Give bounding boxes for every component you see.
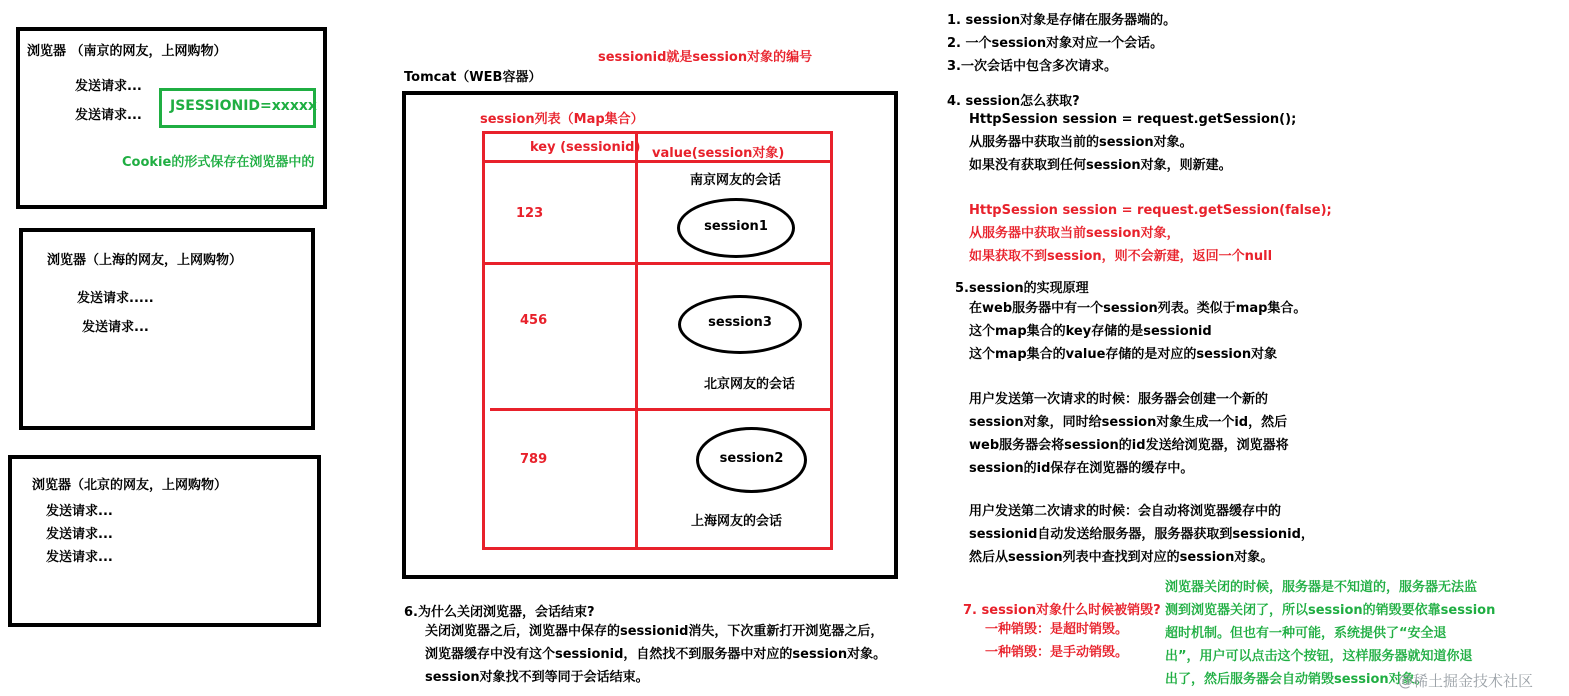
session-caption: 南京网友的会话 <box>690 173 782 188</box>
browser-title: 浏览器 （南京的网友，上网购物） <box>27 44 227 59</box>
q5-block-b <box>969 388 1289 480</box>
request-line: 发送请求... <box>82 320 149 335</box>
browser-title: 浏览器（北京的网友，上网购物） <box>32 478 228 493</box>
watermark: @稀土掘金技术社区 <box>1398 672 1534 690</box>
table-border-top <box>482 131 833 134</box>
table-row-divider <box>482 262 833 265</box>
note-line: sessionid自动发送给服务器，服务器获取到sessionid， <box>969 527 1314 542</box>
q5-block-a <box>969 297 1306 366</box>
q6-line: 浏览器缓存中没有这个sessionid，自然找不到服务器中对应的session对象。 <box>425 647 887 662</box>
note-line: 用户发送第二次请求的时候：会自动将浏览器缓存中的 <box>969 504 1282 519</box>
note-line: HttpSession session = request.getSession(false); <box>969 203 1332 218</box>
notes-intro <box>947 9 1176 78</box>
cookie-caption: Cookie的形式保存在浏览器中的 <box>122 155 315 170</box>
session-key: 123 <box>516 206 544 221</box>
session-caption: 北京网友的会话 <box>704 377 796 392</box>
session-label: session3 <box>708 315 772 330</box>
note-line: 出”，用户可以点击这个按钮，这样服务器就知道你退 <box>1165 649 1473 664</box>
q6-line: session对象找不到等同于会话结束。 <box>425 670 649 685</box>
q6-answer <box>425 620 886 689</box>
note-line: 从服务器中获取当前session对象， <box>969 226 1180 241</box>
note-line: HttpSession session = request.getSession(); <box>969 112 1297 127</box>
note-line: 浏览器关闭的时候，服务器是不知道的，服务器无法监 <box>1165 580 1478 595</box>
q4-black-block <box>969 108 1296 177</box>
session-key: 456 <box>520 313 548 328</box>
note-line: 用户发送第一次请求的时候：服务器会创建一个新的 <box>969 392 1269 407</box>
note-line: 在web服务器中有一个session列表。类似于map集合。 <box>969 301 1307 316</box>
note-line: session的id保存在浏览器的缓存中。 <box>969 461 1194 476</box>
session-key: 789 <box>520 452 548 467</box>
header-key: key (sessionid) <box>530 140 641 155</box>
note-line: 超时机制。但也有一种可能，系统提供了“安全退 <box>1165 626 1447 641</box>
request-line: 发送请求... <box>75 108 142 123</box>
table-column-divider <box>635 131 638 550</box>
tomcat-container <box>402 91 898 579</box>
q5-title: 5.session的实现原理 <box>955 281 1089 296</box>
browser-title: 浏览器（上海的网友，上网购物） <box>47 253 243 268</box>
session-label: session1 <box>704 219 768 234</box>
q7-title: 7. session对象什么时候被销毁? <box>963 603 1161 618</box>
note-line: 从服务器中获取当前的session对象。 <box>969 135 1193 150</box>
table-border-bottom <box>482 547 833 550</box>
table-border-left <box>482 131 485 550</box>
request-line: 发送请求... <box>46 550 113 565</box>
jsessionid-label: JSESSIONID=xxxxx <box>170 98 317 114</box>
request-line: 发送请求..... <box>77 291 154 306</box>
note-line: 这个map集合的key存储的是sessionid <box>969 324 1212 339</box>
note-line: 如果没有获取到任何session对象，则新建。 <box>969 158 1232 173</box>
note-line: 测到浏览器关闭了，所以session的销毁要依靠session <box>1165 603 1496 618</box>
request-line: 发送请求... <box>75 79 142 94</box>
q6-line: 关闭浏览器之后，浏览器中保存的sessionid消失，下次重新打开浏览器之后， <box>425 624 884 639</box>
request-line: 发送请求... <box>46 504 113 519</box>
q5-block-c <box>969 500 1314 569</box>
note-line: 这个map集合的value存储的是对应的session对象 <box>969 347 1278 362</box>
note-line: session对象，同时给session对象生成一个id，然后 <box>969 415 1288 430</box>
table-row-divider <box>490 408 833 411</box>
q4-red-block <box>969 199 1332 268</box>
tomcat-title: Tomcat（WEB容器） <box>404 70 542 85</box>
q7-block <box>985 618 1128 664</box>
q6-title: 6.为什么关闭浏览器，会话结束? <box>404 605 595 620</box>
note-line: 3.一次会话中包含多次请求。 <box>947 59 1117 74</box>
session-caption: 上海网友的会话 <box>691 514 783 529</box>
note-line: 2. 一个session对象对应一个会话。 <box>947 36 1164 51</box>
request-line: 发送请求... <box>46 527 113 542</box>
q4-title: 4. session怎么获取? <box>947 94 1080 109</box>
note-line: 出了，然后服务器会自动销毁session对象。 <box>1165 672 1428 687</box>
sessionid-note: sessionid就是session对象的编号 <box>598 50 813 65</box>
session-list-title: session列表（Map集合） <box>480 112 644 127</box>
note-line: 然后从session列表中查找到对应的session对象。 <box>969 550 1274 565</box>
table-border-right <box>830 131 833 550</box>
note-line: 一种销毁：是超时销毁。 <box>985 622 1129 637</box>
note-line: 一种销毁：是手动销毁。 <box>985 645 1129 660</box>
session-label: session2 <box>719 451 784 466</box>
note-line: 1. session对象是存储在服务器端的。 <box>947 13 1177 28</box>
note-line: 如果获取不到session，则不会新建，返回一个null <box>969 249 1273 264</box>
header-value: value(session对象) <box>652 146 785 161</box>
note-line: web服务器会将session的id发送给浏览器，浏览器将 <box>969 438 1289 453</box>
